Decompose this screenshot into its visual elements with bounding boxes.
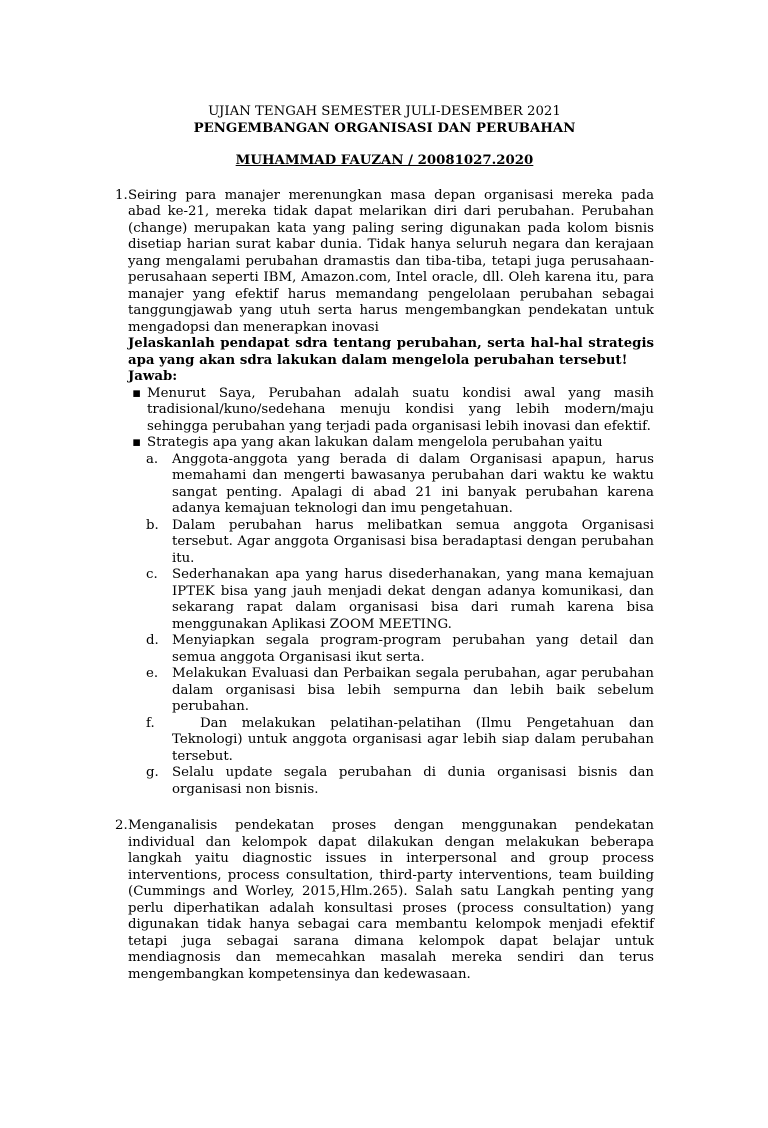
list-marker: a. bbox=[146, 451, 159, 467]
list-item bbox=[128, 518, 654, 568]
question-number: 1. bbox=[115, 187, 128, 203]
bullet-mark: ▪ bbox=[132, 385, 142, 401]
list-marker: c. bbox=[146, 567, 158, 582]
list-item bbox=[128, 666, 654, 716]
list-marker: g. bbox=[146, 765, 159, 780]
list-marker: b. bbox=[146, 517, 159, 533]
strategy-text: Dalam perubahan harus melibatkan semua anggota Organisasi tersebut. Agar anggota Organisasi bisa beradaptasi dengan perubahan itu. bbox=[172, 517, 654, 566]
question-1 bbox=[115, 188, 654, 799]
list-item bbox=[128, 567, 654, 633]
list-marker: e. bbox=[146, 666, 159, 681]
list-marker: f. bbox=[146, 715, 155, 731]
list-item bbox=[128, 765, 654, 798]
question-1-text: Seiring para manajer merenungkan masa depan organisasi mereka pada abad ke-21, mereka tidak dapat melarikan diri dari perubahan. Perubahan (change) merupakan kata yang paling sering digunakan pada kolom bisnis disetiap harian surat kabar dunia. Tidak hanya seluruh negara dan kerajaan yang mengalami perubahan dramastis dan tiba-tiba, tetapi juga perusahaan-perusahaan seperti IBM, Amazon.com, Intel oracle, dll. Oleh karena itu, para manajer yang efektif harus memandang pengelolaan perubahan sebagai tanggungjawab yang utuh serta harus mengembangkan pendekatan untuk mengadopsi dan menerapkan inovasi bbox=[128, 187, 654, 335]
answer-label: Jawab: bbox=[128, 369, 178, 384]
bullet-text: Menurut Saya, Perubahan adalah suatu kondisi awal yang masih tradisional/kuno/sedehana menuju kondisi yang lebih modern/maju sehingga perubahan yang terjadi pada organisasi lebih inovasi dan efektif. bbox=[147, 385, 654, 434]
document-page bbox=[0, 104, 768, 1128]
strategy-text: Melakukan Evaluasi dan Perbaikan segala perubahan, agar perubahan dalam organisasi bisa lebih sempurna dan lebih baik sebelum perubahan. bbox=[172, 666, 654, 714]
course-title: PENGEMBANGAN ORGANISASI DAN PERUBAHAN bbox=[193, 120, 576, 136]
exam-title: UJIAN TENGAH SEMESTER JULI-DESEMBER 2021 bbox=[208, 104, 561, 119]
strategy-text: Menyiapkan segala program-program perubahan yang detail dan semua anggota Organisasi ikut serta. bbox=[172, 633, 654, 665]
list-item bbox=[128, 452, 654, 518]
list-item bbox=[128, 435, 654, 452]
list-marker: d. bbox=[146, 633, 159, 648]
list-item bbox=[128, 633, 654, 666]
question-2-text: Menganalisis pendekatan proses dengan menggunakan pendekatan individual dan kelompok dapat dilakukan dengan melakukan beberapa langkah yaitu diagnostic issues in interpersonal and group process interventions, process consultation, third-party interventions, team building (Cummings and Worley, 2015,Hlm.265). Salah satu Langkah penting yang perlu diperhatikan adalah konsultasi proses (process consultation) yang digunakan tidak hanya sebagai cara membantu kelompok menjadi efektif tetapi juga sebagai sarana dimana kelompok dapat belajar untuk mendiagnosis dan memecahkan masalah mereka sendiri dan terus mengembangkan kompetensinya dan kedewasaan. bbox=[128, 818, 654, 982]
strategy-text: Anggota-anggota yang berada di dalam Organisasi apapun, harus memahami dan mengerti bawasanya perubahan dari waktu ke waktu sangat penting. Apalagi di abad 21 ini banyak perubahan karena adanya kemajuan teknologi dan imu pengetahuan. bbox=[172, 451, 654, 516]
bullet-mark: ▪ bbox=[132, 435, 142, 450]
strategy-text: Sederhanakan apa yang harus disederhanakan, yang mana kemajuan IPTEK bisa yang jauh menjadi dekat dengan adanya komunikasi, dan sekarang rapat dalam organisasi bisa dari rumah karena bisa menggunakan Aplikasi ZOOM MEETING. bbox=[172, 567, 654, 632]
list-item bbox=[128, 716, 654, 766]
question-number: 2. bbox=[115, 818, 128, 833]
list-item bbox=[128, 386, 654, 436]
strategy-text: Selalu update segala perubahan di dunia organisasi bisnis dan organisasi non bisnis. bbox=[172, 765, 654, 797]
author-line: MUHAMMAD FAUZAN / 20081027.2020 bbox=[235, 153, 534, 168]
question-1-prompt: Jelaskanlah pendapat sdra tentang perubahan, serta hal-hal strategis apa yang akan sdra lakukan dalam mengelola perubahan tersebut! bbox=[128, 336, 654, 368]
question-2 bbox=[115, 818, 654, 983]
bullet-text: Strategis apa yang akan lakukan dalam mengelola perubahan yaitu bbox=[147, 435, 603, 450]
strategy-text: Dan melakukan pelatihan-pelatihan (Ilmu Pengetahuan dan Teknologi) untuk anggota organisasi agar lebih siap dalam perubahan tersebut. bbox=[172, 715, 654, 764]
